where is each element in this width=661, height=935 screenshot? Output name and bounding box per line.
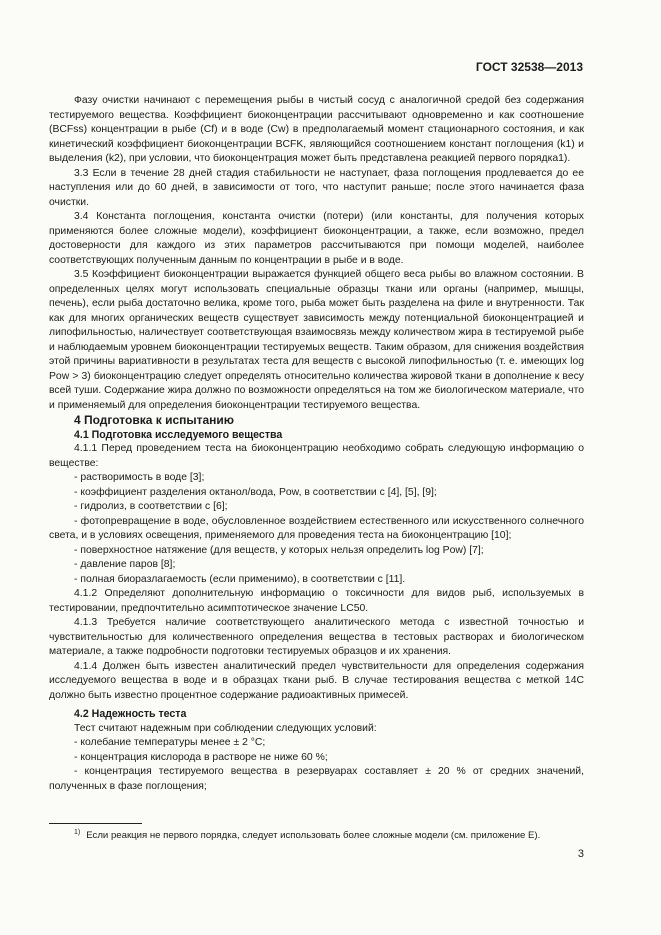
paragraph-depuration-phase: Фазу очистки начинают с перемещения рыбы в чистый сосуд с аналогичной средой без содержания тестируемого вещества. Коэффициент биоконцентрации рассчитывают одновременно и как соотношение (BCFss) концентрации в рыбе (Cf) и в воде (Cw) в предполагаемый момент стационарного состояния, и как кинетический коэффициент биоконцентрации BCFK, являющийся соотношением констант поглощения (k1) и выделения (k2), при условии, что биоконцентрация может быть представлена реакцией первого порядка1). [49, 95, 584, 164]
list-item: - гидролиз, в соответствии с [6]; [74, 501, 228, 512]
list-item: - растворимость в воде [3]; [74, 472, 205, 483]
paragraph-3-3: 3.3 Если в течение 28 дней стадия стабильности не наступает, фаза поглощения продлевается до ее наступления или до 60 дней, в зависимости от того, что наступит раньше; после этого начинается фаза очистки. [49, 167, 584, 208]
paragraph-4-2: Тест считают надежным при соблюдении следующих условий: [74, 722, 377, 734]
paragraph-4-1-3: 4.1.3 Требуется наличие соответствующего аналитического метода с известной точностью и чувствительностью для количественного определения вещества в тестовых растворах и биологическом материале, а также подробности подготовки тестируемых образцов и их хранения. [49, 617, 584, 657]
footnote-text: Если реакция не первого порядка, следует использовать более сложные модели (см. приложение Е). [86, 830, 541, 842]
list-item: - фотопревращение в воде, обусловленное воздействием естественного или искусственного солнечного света, и в условиях освещения, применяемого для проведения теста на биоконцентрацию [10]; [49, 515, 584, 541]
standard-code-header: ГОСТ 32538—2013 [475, 60, 583, 74]
footnote-mark: 1) [74, 829, 81, 836]
footnote-divider [49, 823, 142, 824]
paragraph-3-5: 3.5 Коэффициент биоконцентрации выражается функцией общего веса рыбы во влажном состоянии. В определенных целях могут использовать специальные образцы ткани или органы (например, мышцы, печень), если рыба достаточно велика, кроме того, рыба может быть разделена на филе и внутренности. Так как для многих органических веществ существует зависимость между потенциальной биоконцентрацией и липофильностью, наличествует соответствующая взаимосвязь между количеством жира в тестируемой рыбе и наблюдаемым уровнем биоконцентрации тестируемых веществ. Таким образом, для снижения воздействия этой причины вариативности в результатах теста для веществ с высокой липофильностью (т. е. имеющих log Pow > 3) биоконцентрацию следует определять относительно количества жировой ткани в дополнение к весу всей туши. Содержание жира должно по возможности определяться на том же биологическом материале, что и применяемый для определения биоконцентрации тестируемого вещества. [49, 269, 584, 411]
footnote [74, 827, 584, 842]
paragraph-4-1-4: 4.1.4 Должен быть известен аналитический предел чувствительности для определения содержания исследуемого вещества в воде и в образцах ткани рыб. В случае тестирования вещества с меткой 14C должно быть известно процентное содержание радиоактивных примесей. [49, 660, 584, 701]
list-item: - поверхностное натяжение (для веществ, у которых нельзя определить log Pow) [7]; [74, 544, 484, 556]
list-item: - колебание температуры менее ± 2 °С; [74, 737, 266, 748]
section-4-1-heading: 4.1 Подготовка исследуемого вещества [74, 428, 283, 441]
paragraph-3-4: 3.4 Константа поглощения, константа очистки (потери) (или константы, для получения которых применяются более сложные модели), коэффициент биоконцентрации, а также, если возможно, предел достоверности для каждого из этих параметров рассчитываются при помощи моделей, наиболее соответствующих полученным данным по концентрации в рыбе и в воде. [49, 211, 584, 266]
list-item: - полная биоразлагаемость (если применимо), в соответствии с [11]. [74, 573, 406, 585]
document-body [49, 94, 584, 794]
paragraph-4-1-1: 4.1.1 Перед проведением теста на биоконцентрацию необходимо собрать следующую информацию о веществе: [49, 443, 584, 469]
section-4-heading: 4 Подготовка к испытанию [74, 413, 235, 427]
paragraph-4-1-2: 4.1.2 Определяют дополнительную информацию о токсичности для видов рыб, используемых в тестировании, предпочтительно асимптотическое значение LC50. [49, 588, 584, 614]
list-item: - концентрация тестируемого вещества в резервуарах составляет ± 20 % от средних значений, полученных в фазе поглощения; [49, 766, 584, 792]
section-4-2-heading: 4.2 Надежность теста [74, 708, 187, 720]
list-item: - коэффициент разделения октанол/вода, Pow, в соответствии с [4], [5], [9]; [74, 486, 437, 498]
list-item: - концентрация кислорода в растворе не ниже 60 %; [74, 751, 328, 763]
page-number: 3 [577, 848, 584, 860]
list-item: - давление паров [8]; [74, 559, 176, 570]
